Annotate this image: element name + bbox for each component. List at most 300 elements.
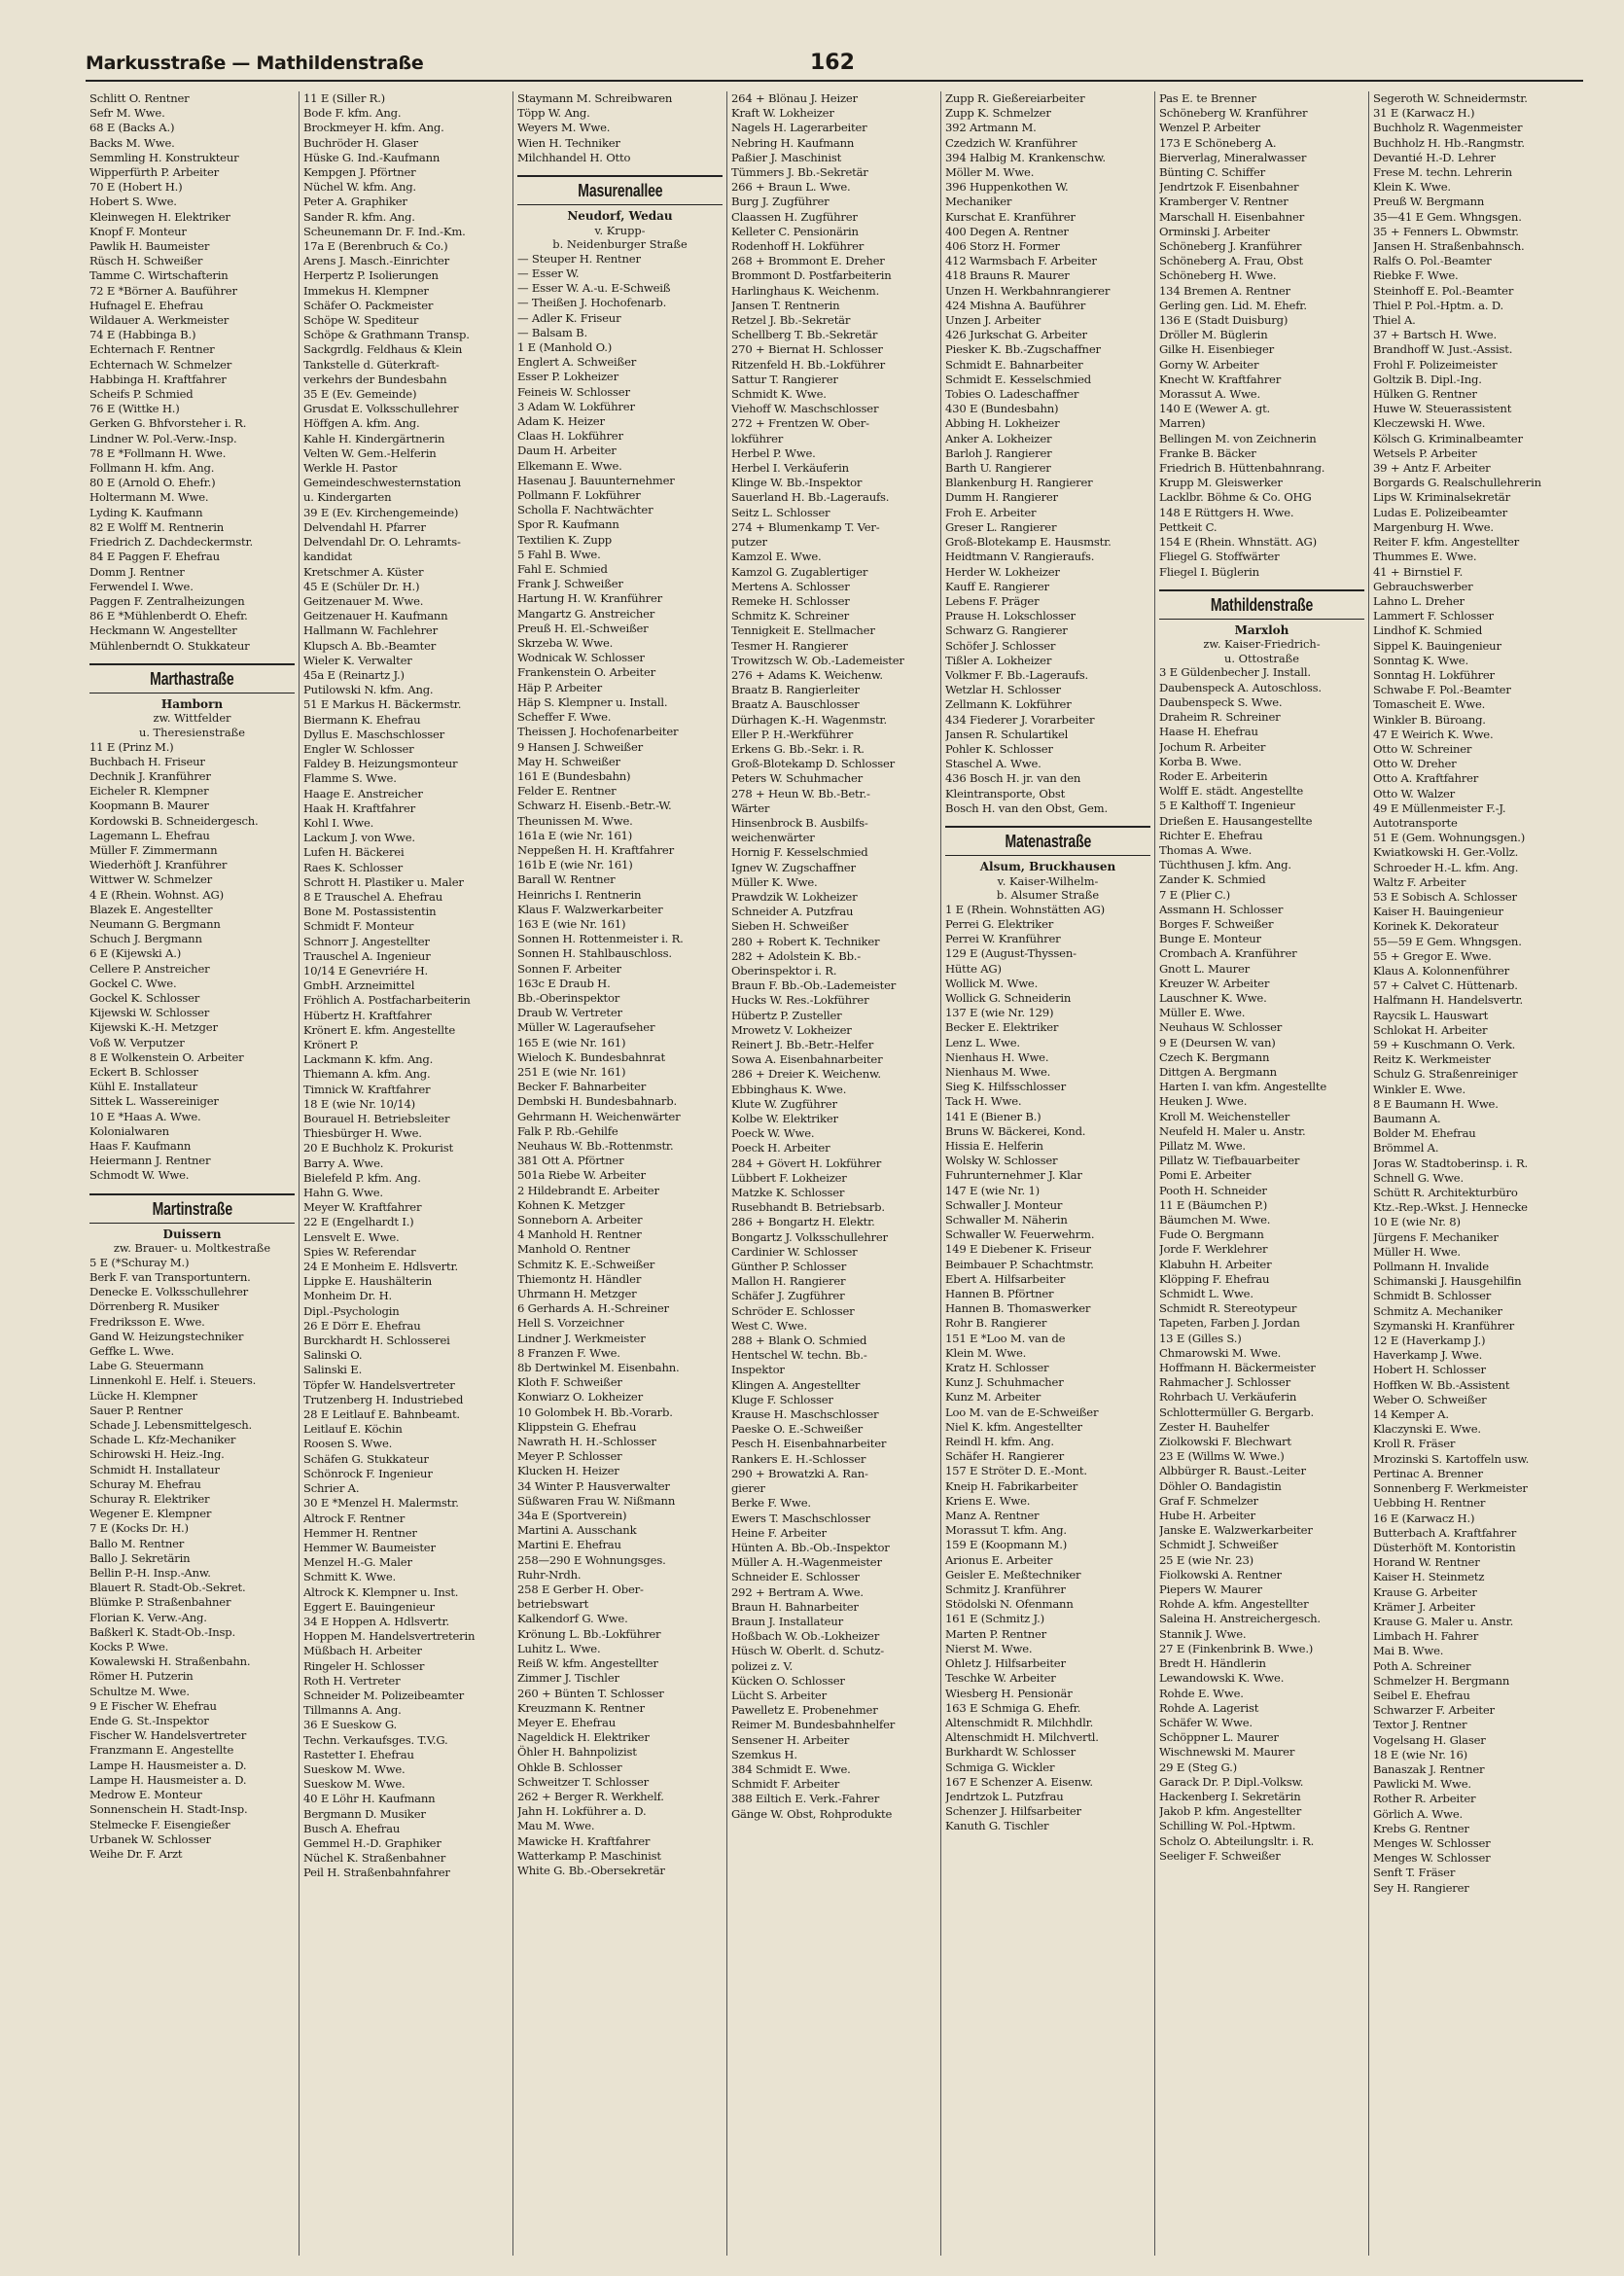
directory-entry: Thiemann A. kfm. Ang. <box>303 1067 431 1082</box>
directory-entry: 76 E (Wittke H.) <box>89 402 180 416</box>
directory-entry: Döhler O. Bandagistin <box>1159 1478 1282 1493</box>
directory-entry: Sauer P. Rentner <box>89 1403 183 1417</box>
directory-entry: 84 E Paggen F. Ehefrau <box>89 550 220 564</box>
directory-entry: Krämer J. Arbeiter <box>1373 1599 1475 1614</box>
directory-entry: Vogelsang H. Glaser <box>1373 1732 1486 1747</box>
directory-entry: Bergmann D. Musiker <box>303 1806 426 1821</box>
directory-entry: Marschall H. Eisenbahner <box>1159 209 1305 224</box>
directory-entry: Gemmel H.-D. Graphiker <box>303 1835 441 1850</box>
directory-entry: Schäfer O. Packmeister <box>303 298 434 312</box>
directory-entry: Konwiarz O. Lokheizer <box>517 1390 643 1405</box>
directory-entry: Lippke E. Haushälterin <box>303 1274 433 1289</box>
directory-entry: Staschel A. Wwe. <box>945 757 1041 771</box>
directory-entry: Kowalewski H. Straßenbahn. <box>89 1654 251 1669</box>
directory-entry: Drießen E. Hausangestellte <box>1159 813 1313 828</box>
directory-entry: u. Kindergarten <box>303 490 392 505</box>
directory-entry: Follmann H. kfm. Ang. <box>89 461 215 476</box>
directory-entry: Denecke E. Volksschullehrer <box>89 1285 249 1299</box>
directory-entry: Pawelletz E. Probenehmer <box>731 1703 878 1718</box>
directory-entry: Geitzenauer H. Kaufmann <box>303 609 448 623</box>
directory-entry: Tißler A. Lokheizer <box>945 653 1052 667</box>
street-range-title: Markusstraße — Mathildenstraße <box>86 53 424 74</box>
directory-entry: Kraft W. Lokheizer <box>731 106 834 121</box>
directory-entry: Joras W. Stadtoberinsp. i. R. <box>1373 1156 1528 1170</box>
directory-entry: Stannik J. Wwe. <box>1159 1626 1247 1641</box>
directory-entry: kandidat <box>303 550 352 564</box>
directory-entry: Mrozinski S. Kartoffeln usw. <box>1373 1451 1530 1466</box>
directory-entry: Schäfer H. Rangierer <box>945 1449 1064 1464</box>
street-district: Duissern <box>162 1227 222 1241</box>
directory-entry: 167 E Schenzer A. Eisenw. <box>945 1774 1093 1789</box>
directory-entry: Waltz F. Arbeiter <box>1373 874 1466 889</box>
directory-entry: Kleintransporte, Obst <box>945 786 1066 800</box>
directory-entry: 501a Riebe W. Arbeiter <box>517 1168 646 1183</box>
directory-entry: Milchhandel H. Otto <box>517 150 631 164</box>
directory-entry: Orminski J. Arbeiter <box>1159 224 1270 238</box>
directory-entry: Loo M. van de E-Schweißer <box>945 1405 1099 1419</box>
directory-entry: Rohrbach U. Verkäuferin <box>1159 1390 1297 1405</box>
directory-entry: 392 Artmann M. <box>945 121 1037 135</box>
directory-entry: Kühl E. Installateur <box>89 1080 197 1094</box>
directory-entry: Schöneberg H. Wwe. <box>1159 268 1277 283</box>
directory-entry: Frese M. techn. Lehrerin <box>1373 165 1512 180</box>
directory-entry: Backs M. Wwe. <box>89 135 175 150</box>
directory-entry: 34a E (Sportverein) <box>517 1509 627 1523</box>
directory-entry: Altrock K. Klempner u. Inst. <box>303 1584 459 1599</box>
directory-entry: 24 E Monheim E. Hdlsvertr. <box>303 1260 459 1274</box>
directory-entry: Schöneberg W. Kranführer <box>1159 106 1308 121</box>
directory-entry: 1 E (Rhein. Wohnstätten AG) <box>945 902 1105 916</box>
directory-entry: Tapeten, Farben J. Jordan <box>1159 1316 1300 1331</box>
directory-entry: Hüske G. Ind.-Kaufmann <box>303 150 441 164</box>
directory-entry: Schultze M. Wwe. <box>89 1684 190 1698</box>
directory-entry: — Esser W. <box>517 267 580 280</box>
directory-entry: Piepers W. Maurer <box>1159 1583 1262 1597</box>
directory-entry: Blümke P. Straßenbahner <box>89 1595 231 1610</box>
directory-entry: Zupp R. Gießereiarbeiter <box>945 91 1085 105</box>
directory-entry: 14 Kemper A. <box>1373 1407 1449 1422</box>
directory-entry: Trutzenberg H. Industriebed <box>303 1392 464 1406</box>
directory-entry: Stödolski N. Ofenmann <box>945 1597 1074 1612</box>
directory-entry: Ballo J. Sekretärin <box>89 1550 191 1565</box>
directory-entry: Sieben H. Schweißer <box>731 919 849 934</box>
directory-entry: Ebert A. Hilfsarbeiter <box>945 1271 1066 1286</box>
directory-entry: Frank J. Schweißer <box>517 577 623 591</box>
directory-entry: Kijewski W. Schlosser <box>89 1006 210 1020</box>
directory-entry: Wiederhöft J. Kranführer <box>89 858 228 872</box>
directory-entry: 12 E (Haverkamp J.) <box>1373 1334 1486 1348</box>
directory-entry: Szymanski H. Kranführer <box>1373 1318 1514 1333</box>
directory-entry: Pollmann F. Lokführer <box>517 488 641 503</box>
directory-entry: Ebbinghaus K. Wwe. <box>731 1082 847 1096</box>
directory-entry: Habbinga H. Kraftfahrer <box>89 372 227 386</box>
directory-entry: 290 + Browatzki A. Ran- <box>731 1466 868 1480</box>
directory-entry: Bb.-Oberinspektor <box>517 990 620 1005</box>
directory-entry: Viehoff W. Maschschlosser <box>731 402 879 416</box>
directory-entry: Herbel P. Wwe. <box>731 445 816 460</box>
directory-entry: 22 E (Engelhardt I.) <box>303 1215 414 1229</box>
directory-entry: Trauschel A. Ingenieur <box>303 948 431 963</box>
directory-entry: 270 + Biernat H. Schlosser <box>731 342 883 357</box>
directory-entry: Thiesbürger H. Wwe. <box>303 1126 422 1141</box>
directory-entry: Gehrmann H. Weichenwärter <box>517 1109 681 1123</box>
directory-entry: Häp S. Klempner u. Install. <box>517 694 668 709</box>
directory-entry: Textilien K. Zupp <box>517 532 613 547</box>
directory-entry: Peters W. Schuhmacher <box>731 771 864 786</box>
directory-entry: Hucks W. Res.-Lokführer <box>731 993 869 1008</box>
directory-entry: Medrow E. Monteur <box>89 1788 202 1802</box>
page-header <box>86 51 1583 82</box>
directory-entry: 40 E Löhr H. Kaufmann <box>303 1792 436 1806</box>
directory-entry: Kölsch G. Kriminalbeamter <box>1373 431 1523 445</box>
directory-entry: Janske E. Walzwerkarbeiter <box>1159 1523 1313 1538</box>
directory-entry: polizei z. V. <box>731 1658 794 1673</box>
directory-entry: Baumann A. <box>1373 1112 1441 1126</box>
directory-entry: Borgards G. Realschullehrerin <box>1373 476 1541 490</box>
directory-entry: Niel K. kfm. Angestellter <box>945 1419 1082 1434</box>
directory-entry: Wien H. Techniker <box>517 135 620 150</box>
directory-entry: 39 + Antz F. Arbeiter <box>1373 461 1491 476</box>
directory-entry: Schöfer J. Schlosser <box>945 638 1056 653</box>
street-location: zw. Wittfelder <box>153 711 231 726</box>
directory-column <box>1155 91 1369 2256</box>
directory-entry: Lewandowski K. Wwe. <box>1159 1671 1285 1686</box>
directory-entry: Schäfen G. Stukkateur <box>303 1451 429 1466</box>
directory-entry: lokführer <box>731 431 784 445</box>
directory-entry: Braun H. Bahnarbeiter <box>731 1599 859 1614</box>
directory-entry: 7 E (Kocks Dr. H.) <box>89 1521 189 1536</box>
directory-entry: 45a E (Reinartz J.) <box>303 667 405 682</box>
directory-entry: betriebswart <box>517 1597 589 1612</box>
directory-entry: Bone M. Postassistentin <box>303 905 437 919</box>
directory-entry: Ignev W. Zugschaffner <box>731 860 856 874</box>
directory-entry: 161a E (wie Nr. 161) <box>517 828 633 842</box>
directory-entry: Mechaniker <box>945 195 1012 209</box>
directory-entry: Delvendahl H. Pfarrer <box>303 519 426 534</box>
directory-entry: Otto W. Schreiner <box>1373 741 1472 756</box>
street-heading <box>517 175 723 205</box>
directory-entry: Müller W. Lageraufseher <box>517 1020 655 1035</box>
directory-entry: Scholz O. Abteilungsltr. i. R. <box>1159 1833 1315 1848</box>
directory-entry: Sieg K. Hilfsschlosser <box>945 1080 1066 1094</box>
directory-entry: Friedrich Z. Dachdeckermstr. <box>89 535 254 550</box>
directory-entry: Peter A. Graphiker <box>303 195 407 209</box>
directory-entry: Lagemann L. Ehefrau <box>89 828 210 842</box>
directory-entry: Mangartz G. Anstreicher <box>517 606 655 621</box>
directory-entry: 147 E (wie Nr. 1) <box>945 1183 1040 1197</box>
directory-entry: Hüsch W. Oberlt. d. Schutz- <box>731 1644 884 1658</box>
directory-entry: Velten W. Gem.-Helferin <box>303 445 437 460</box>
directory-entry: Brockmeyer H. kfm. Ang. <box>303 121 444 135</box>
directory-entry: Klute W. Zugführer <box>731 1096 837 1111</box>
directory-entry: Klabuhn H. Arbeiter <box>1159 1257 1272 1271</box>
directory-entry: Schmodt W. Wwe. <box>89 1168 190 1183</box>
directory-entry: Huwe W. Steuerassistent <box>1373 402 1512 416</box>
directory-entry: Domm J. Rentner <box>89 564 185 579</box>
directory-entry: Heckmann W. Angestellter <box>89 623 237 638</box>
directory-entry: Nebring H. Kaufmann <box>731 135 855 150</box>
directory-entry: Reinert J. Bb.-Betr.-Helfer <box>731 1038 874 1051</box>
directory-entry: Lücke H. Klempner <box>89 1388 197 1403</box>
directory-entry: Daubenspeck A. Autoschloss. <box>1159 680 1322 694</box>
directory-entry: 157 E Ströter D. E.-Mont. <box>945 1464 1087 1478</box>
directory-entry: 159 E (Koopmann M.) <box>945 1538 1068 1552</box>
directory-entry: Bruns W. Bäckerei, Kond. <box>945 1123 1086 1138</box>
directory-entry: Arionus E. Arbeiter <box>945 1552 1053 1567</box>
directory-entry: Hübertz H. Kraftfahrer <box>303 1008 432 1022</box>
directory-entry: 8 Franzen F. Wwe. <box>517 1345 620 1360</box>
directory-entry: Burckhardt H. Schlosserei <box>303 1334 450 1348</box>
directory-entry: Bierverlag, Mineralwasser <box>1159 150 1307 164</box>
directory-entry: Schlitt O. Rentner <box>89 91 190 105</box>
directory-entry: Lampe H. Hausmeister a. D. <box>89 1772 247 1787</box>
directory-entry: Bünting C. Schiffer <box>1159 165 1266 180</box>
directory-entry: Schenzer J. Hilfsarbeiter <box>945 1804 1081 1819</box>
directory-entry: Voß W. Verputzer <box>89 1035 185 1049</box>
directory-entry: Winkler B. Büroang. <box>1373 712 1486 727</box>
directory-entry: 55—59 E Gem. Whngsgen. <box>1373 934 1522 948</box>
directory-entry: 278 + Heun W. Bb.-Betr.- <box>731 786 870 800</box>
directory-entry: 163 E (wie Nr. 161) <box>517 916 626 931</box>
directory-entry: Neumann G. Bergmann <box>89 916 221 931</box>
directory-entry: Delvendahl Dr. O. Lehramts- <box>303 535 461 550</box>
directory-entry: 137 E (wie Nr. 129) <box>945 1006 1054 1020</box>
directory-entry: 8 E Trauschel A. Ehefrau <box>303 889 442 904</box>
directory-entry: Schöppner L. Maurer <box>1159 1730 1279 1745</box>
directory-entry: Timnick W. Kraftfahrer <box>303 1082 431 1096</box>
directory-entry: 2 Hildebrandt E. Arbeiter <box>517 1183 659 1197</box>
page-number: 162 <box>810 51 855 75</box>
directory-entry: Hoßbach W. Ob.-Lokheizer <box>731 1629 880 1644</box>
directory-entry: 18 E (wie Nr. 16) <box>1373 1747 1467 1761</box>
directory-entry: 17a E (Berenbruch & Co.) <box>303 239 448 254</box>
directory-entry: Mau M. Wwe. <box>517 1819 595 1833</box>
directory-entry: Roth H. Vertreter <box>303 1673 401 1688</box>
directory-entry: Draheim R. Schreiner <box>1159 710 1281 725</box>
directory-entry: Kramberger V. Rentner <box>1159 195 1289 209</box>
directory-entry: Eller P. H.-Werkführer <box>731 727 854 741</box>
directory-entry: Schwaller W. Feuerwehrm. <box>945 1227 1095 1242</box>
directory-entry: Krause G. Maler u. Anstr. <box>1373 1614 1514 1628</box>
directory-entry: Kahle H. Kindergärtnerin <box>303 431 445 445</box>
directory-entry: Buchholz R. Wagenmeister <box>1373 121 1523 135</box>
directory-entry: Heine F. Arbeiter <box>731 1525 827 1540</box>
directory-entry: Bielefeld P. kfm. Ang. <box>303 1170 421 1185</box>
directory-entry: Schirowski H. Heiz.-Ing. <box>89 1447 225 1462</box>
directory-entry: Schmitt K. Wwe. <box>303 1570 397 1584</box>
directory-entry: 10 E (wie Nr. 8) <box>1373 1215 1461 1229</box>
directory-entry: Höffgen A. kfm. Ang. <box>303 416 420 431</box>
directory-entry: 9 Hansen J. Schweißer <box>517 739 643 754</box>
directory-entry: Schmidt R. Stereotypeur <box>1159 1301 1297 1316</box>
directory-entry: Dröller M. Büglerin <box>1159 328 1268 342</box>
directory-entry: Schimanski J. Hausgehilfin <box>1373 1274 1522 1289</box>
directory-entry: Schulz G. Straßenreiniger <box>1373 1067 1518 1082</box>
directory-entry: Reindl H. kfm. Ang. <box>945 1435 1054 1449</box>
directory-entry: Schmitz J. Kranführer <box>945 1583 1066 1597</box>
street-heading <box>945 826 1150 856</box>
directory-entry: Kocks P. Wwe. <box>89 1640 169 1654</box>
directory-entry: Sonnen H. Rottenmeister i. R. <box>517 932 684 946</box>
directory-entry: Grusdat E. Volksschullehrer <box>303 402 459 416</box>
directory-column <box>86 91 300 2256</box>
directory-entry: Ende G. St.-Inspektor <box>89 1714 209 1728</box>
directory-entry: Barth U. Rangierer <box>945 461 1051 476</box>
directory-entry: Prawdzik W. Lokheizer <box>731 889 858 904</box>
directory-entry: Möller M. Wwe. <box>945 165 1035 180</box>
directory-entry: Ewers T. Maschschlosser <box>731 1511 870 1525</box>
directory-entry: Wieloch K. Bundesbahnrat <box>517 1049 665 1064</box>
directory-entry: Sackgrdlg. Feldhaus & Klein <box>303 342 463 357</box>
directory-entry: Kroll M. Weichensteller <box>1159 1109 1290 1123</box>
directory-entry: Klingen A. Angestellter <box>731 1377 861 1392</box>
directory-entry: Gebrauchswerber <box>1373 579 1473 593</box>
street-location: u. Ottostraße <box>1224 651 1299 665</box>
directory-entry: Günther P. Schlosser <box>731 1260 847 1274</box>
directory-entry: Schwarz G. Rangierer <box>945 623 1068 638</box>
directory-entry: Sowa A. Eisenbahnarbeiter <box>731 1052 883 1067</box>
directory-entry: Berk F. van Transportuntern. <box>89 1269 251 1284</box>
directory-entry: Lenz L. Wwe. <box>945 1035 1020 1049</box>
directory-entry: Kunz M. Arbeiter <box>945 1390 1041 1405</box>
directory-entry: Krupp M. Gleiswerker <box>1159 476 1283 490</box>
directory-entry: Watterkamp P. Maschinist <box>517 1848 661 1863</box>
directory-entry: Kretschmer A. Küster <box>303 564 424 579</box>
directory-entry: Albbürger R. Baust.-Leiter <box>1159 1464 1306 1478</box>
directory-entry: Ringeler H. Schlosser <box>303 1658 425 1673</box>
directory-entry: Kaiser H. Steinmetz <box>1373 1570 1485 1584</box>
directory-entry: Ohkle B. Schlosser <box>517 1760 622 1774</box>
directory-entry: Bäumchen M. Wwe. <box>1159 1213 1271 1227</box>
directory-entry: Sattur T. Rangierer <box>731 372 838 386</box>
directory-entry: Schwabe F. Pol.-Beamter <box>1373 683 1511 697</box>
directory-entry: Pesch H. Eisenbahnarbeiter <box>731 1437 887 1451</box>
directory-entry: Jansen R. Schulartikel <box>945 727 1069 741</box>
directory-entry: Martini A. Ausschank <box>517 1523 637 1538</box>
directory-entry: Marren) <box>1159 416 1206 431</box>
directory-entry: Lahno L. Dreher <box>1373 593 1465 608</box>
directory-entry: Schrott H. Plastiker u. Maler <box>303 874 464 889</box>
directory-entry: Pollmann H. Invalide <box>1373 1260 1489 1274</box>
directory-entry: Mallon H. Rangierer <box>731 1274 846 1289</box>
directory-entry: Sonnenschein H. Stadt-Insp. <box>89 1802 248 1817</box>
directory-entry: Wärter <box>731 800 770 815</box>
directory-entry: Rankers E. H.-Schlosser <box>731 1451 866 1466</box>
directory-entry: Altenschmidt R. Milchhdlr. <box>945 1715 1094 1729</box>
directory-entry: Stelmecke F. Eisengießer <box>89 1817 230 1831</box>
directory-entry: Jorde F. Werklehrer <box>1159 1242 1268 1257</box>
directory-entry: Kratz H. Schlosser <box>945 1361 1049 1375</box>
directory-entry: Schmidt H. Installateur <box>89 1462 220 1476</box>
directory-entry: Eggert E. Bauingenieur <box>303 1599 435 1614</box>
directory-entry: verkehrs der Bundesbahn <box>303 372 447 386</box>
directory-entry: Banaszak J. Rentner <box>1373 1761 1485 1776</box>
directory-entry: Schmidt L. Wwe. <box>1159 1287 1253 1301</box>
directory-entry: Englert A. Schweißer <box>517 355 637 370</box>
directory-entry: Draub W. Vertreter <box>517 1006 622 1020</box>
directory-entry: Senft T. Fräser <box>1373 1866 1456 1880</box>
directory-entry: Schuch J. Bergmann <box>89 932 202 946</box>
directory-entry: Dörrenberg R. Musiker <box>89 1299 219 1314</box>
directory-entry: Buchbach H. Friseur <box>89 754 205 768</box>
directory-entry: 18 E (wie Nr. 10/14) <box>303 1096 416 1111</box>
directory-entry: Schöneberg J. Kranführer <box>1159 239 1302 254</box>
directory-entry: 134 Bremen A. Rentner <box>1159 283 1290 298</box>
directory-entry: Müller K. Wwe. <box>731 874 818 889</box>
directory-entry: 4 E (Rhein. Wohnst. AG) <box>89 887 224 902</box>
directory-entry: Ohletz J. Hilfsarbeiter <box>945 1656 1066 1671</box>
directory-entry: Jansen T. Rentnerin <box>731 298 840 312</box>
directory-entry: Schöneberg A. Frau, Obst <box>1159 254 1303 268</box>
directory-entry: Kücken O. Schlosser <box>731 1673 845 1688</box>
directory-entry: Hinsenbrock B. Ausbilfs- <box>731 815 868 830</box>
directory-entry: Baßkerl K. Stadt-Ob.-Insp. <box>89 1624 235 1639</box>
directory-entry: 6 E (Kijewski A.) <box>89 946 182 961</box>
directory-entry: Unzen J. Arbeiter <box>945 313 1041 328</box>
directory-entry: Matzke K. Schlosser <box>731 1186 845 1200</box>
directory-entry: Tesmer H. Rangierer <box>731 638 848 653</box>
directory-entry: Hallmann W. Fachlehrer <box>303 623 438 638</box>
directory-entry: Fredriksson E. Wwe. <box>89 1314 205 1329</box>
directory-entry: Uebbing H. Rentner <box>1373 1496 1486 1511</box>
directory-columns <box>86 91 1583 2256</box>
directory-entry: Heuken J. Wwe. <box>1159 1094 1248 1109</box>
directory-entry: 280 + Robert K. Techniker <box>731 934 880 948</box>
directory-entry: Schnell G. Wwe. <box>1373 1170 1464 1185</box>
directory-entry: Czedzich W. Kranführer <box>945 135 1077 150</box>
directory-entry: Pillatz M. Wwe. <box>1159 1138 1246 1153</box>
street-location: zw. Brauer- u. Moltkestraße <box>113 1241 271 1256</box>
directory-entry: Hahn G. Wwe. <box>303 1186 383 1200</box>
directory-entry: Töpfer W. Handelsvertreter <box>303 1377 455 1392</box>
directory-entry: Rohr B. Rangierer <box>945 1316 1047 1331</box>
directory-entry: Haverkamp J. Wwe. <box>1373 1348 1483 1363</box>
directory-entry: Sonntag K. Wwe. <box>1373 653 1468 667</box>
directory-entry: Gilke H. Eisenbieger <box>1159 342 1274 357</box>
directory-entry: Lücht S. Arbeiter <box>731 1688 827 1702</box>
directory-entry: — Esser W. A.-u. E-Schweiß <box>517 281 671 296</box>
directory-entry: Schöpe W. Spediteur <box>303 313 419 328</box>
directory-entry: Schneider E. Schlosser <box>731 1570 860 1584</box>
directory-entry: Kaiser H. Bauingenieur <box>1373 905 1503 919</box>
directory-entry: Sey H. Rangierer <box>1373 1880 1469 1895</box>
street-district: Marxloh <box>1234 622 1289 637</box>
directory-entry: Hoffken W. Bb.-Assistent <box>1373 1377 1510 1392</box>
directory-entry: 434 Fiederer J. Vorarbeiter <box>945 712 1095 727</box>
directory-entry: Hannen B. Pförtner <box>945 1287 1054 1301</box>
directory-entry: Ziolkowski F. Blechwart <box>1159 1435 1291 1449</box>
directory-entry: Brandhoff W. Just.-Assist. <box>1373 342 1513 357</box>
directory-entry: Martini E. Ehefrau <box>517 1538 621 1552</box>
directory-entry: Urbanek W. Schlosser <box>89 1831 211 1846</box>
directory-entry: Kordowski B. Schneidergesch. <box>89 813 259 828</box>
directory-entry: Kanuth G. Tischler <box>945 1819 1049 1833</box>
directory-entry: 30 E *Menzel H. Malermstr. <box>303 1496 459 1511</box>
directory-entry: 86 E *Mühlenberdt O. Ehefr. <box>89 609 248 623</box>
directory-entry: 78 E *Follmann H. Wwe. <box>89 445 227 460</box>
directory-entry: Bredt H. Händlerin <box>1159 1656 1266 1671</box>
directory-entry: Kreuzmann K. Rentner <box>517 1700 645 1715</box>
directory-entry: 51 E Markus H. Bäckermstr. <box>303 697 462 712</box>
directory-entry: Scholla F. Nachtwächter <box>517 503 653 517</box>
directory-entry: Ralfs O. Pol.-Beamter <box>1373 254 1492 268</box>
directory-entry: Kunz J. Schuhmacher <box>945 1375 1064 1390</box>
directory-entry: Schuray R. Elektriker <box>89 1492 210 1507</box>
street-location: v. Krupp- <box>594 223 646 237</box>
directory-entry: Frankenstein O. Arbeiter <box>517 665 656 680</box>
directory-entry: Zupp K. Schmelzer <box>945 106 1051 121</box>
directory-entry: Schäfer J. Zugführer <box>731 1289 845 1303</box>
